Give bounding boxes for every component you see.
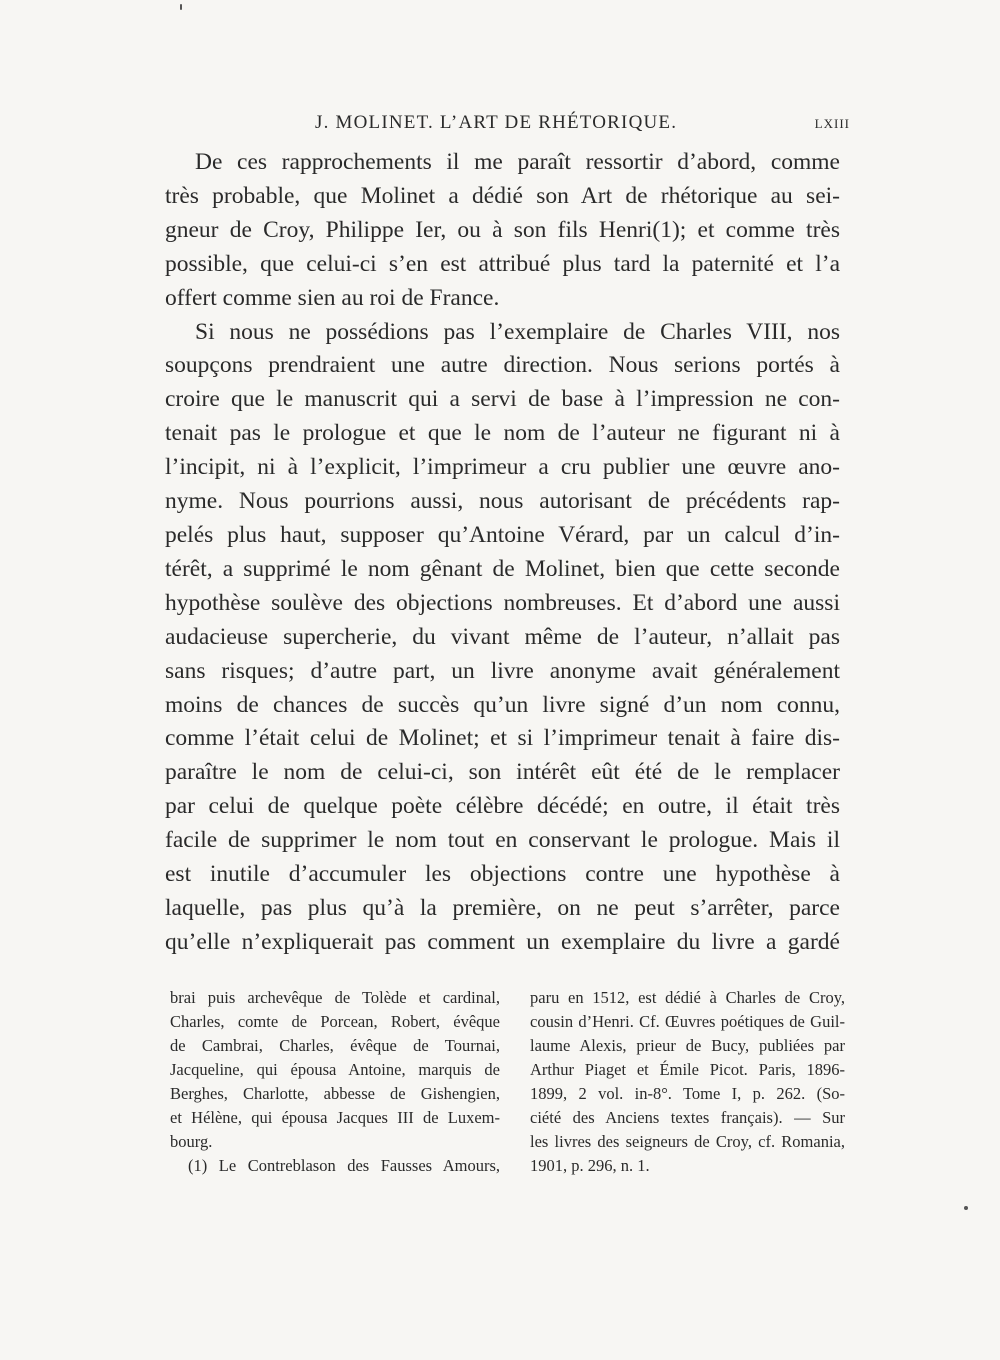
footnote-line: Charles, comte de Porcean, Robert, évêque bbox=[170, 1012, 500, 1031]
text-line: laquelle, pas plus qu’à la première, on ne peut s’arrêter, parce bbox=[165, 894, 840, 921]
footnote-line: de Cambrai, Charles, évêque de Tournai, bbox=[170, 1036, 500, 1055]
text-line: moins de chances de succès qu’un livre signé d’un nom connu, bbox=[165, 691, 840, 718]
footnote-line: 1899, 2 vol. in-8°. Tome I, p. 262. (So- bbox=[530, 1084, 845, 1103]
text-line: paraître le nom de celui-ci, son intérêt eût été de le remplacer bbox=[165, 759, 840, 786]
text-line: très probable, que Molinet a dédié son Art de rhétorique au sei- bbox=[165, 182, 840, 209]
text-line: croire que le manuscrit qui a servi de base à l’impression ne con- bbox=[165, 386, 840, 413]
footnote-line: ciété des Anciens textes français). — Sur bbox=[530, 1108, 845, 1127]
footnote-line: cousin d’Henri. Cf. Œuvres poétiques de Guil- bbox=[530, 1012, 845, 1031]
text-line: gneur de Croy, Philippe Ier, ou à son fils Henri(1); et comme très bbox=[165, 216, 840, 243]
text-line: tenait pas le prologue et que le nom de l’auteur ne figurant ni à bbox=[165, 420, 840, 447]
running-title: J. MOLINET. L’ART DE RHÉTORIQUE. bbox=[315, 112, 678, 133]
text-line: soupçons prendraient une autre direction. Nous serions portés à bbox=[165, 352, 840, 379]
text-line: facile de supprimer le nom tout en conservant le prologue. Mais il bbox=[165, 827, 840, 854]
text-line: comme l’était celui de Molinet; et si l’imprimeur tenait à faire dis- bbox=[165, 725, 840, 752]
footnote-line: brai puis archevêque de Tolède et cardinal, bbox=[170, 988, 500, 1007]
ink-speck bbox=[964, 1206, 968, 1210]
footnote-line: bourg. bbox=[170, 1132, 213, 1151]
text-line: offert comme sien au roi de France. bbox=[165, 284, 500, 311]
page-folio: LXIII bbox=[814, 116, 850, 131]
footnote-line: et Hélène, qui épousa Jacques III de Luxem- bbox=[170, 1108, 500, 1127]
text-line: possible, que celui-ci s’en est attribué plus tard la paternité et l’a bbox=[165, 250, 840, 277]
text-line: sans risques; d’autre part, un livre anonyme avait généralement bbox=[165, 657, 840, 684]
text-line: par celui de quelque poète célèbre décédé; en outre, il était très bbox=[165, 793, 840, 820]
footnote-line: Arthur Piaget et Émile Picot. Paris, 1896- bbox=[530, 1060, 845, 1079]
ink-speck bbox=[180, 4, 182, 10]
footnotes-left-column bbox=[170, 986, 500, 1178]
footnote-line: Jacqueline, qui épousa Antoine, marquis de bbox=[170, 1060, 500, 1079]
footnote-line: (1) Le Contreblason des Fausses Amours, bbox=[188, 1156, 500, 1175]
text-line: est inutile d’accumuler les objections contre une hypothèse à bbox=[165, 861, 840, 888]
text-line: pelés plus haut, supposer qu’Antoine Vérard, par un calcul d’in- bbox=[165, 521, 840, 548]
text-line: hypothèse soulève des objections nombreuses. Et d’abord une aussi bbox=[165, 589, 840, 616]
footnote-line: les livres des seigneurs de Croy, cf. Romania, bbox=[530, 1132, 845, 1151]
text-line: nyme. Nous pourrions aussi, nous autorisant de précédents rap- bbox=[165, 488, 840, 515]
footnote-line: 1901, p. 296, n. 1. bbox=[530, 1156, 650, 1175]
text-line: audacieuse supercherie, du vivant même de l’auteur, n’allait pas bbox=[165, 623, 840, 650]
footnote-line: laume Alexis, prieur de Bucy, publiées par bbox=[530, 1036, 845, 1055]
running-header bbox=[160, 112, 850, 144]
text-line: Si nous ne possédions pas l’exemplaire de Charles VIII, nos bbox=[195, 318, 840, 345]
main-text bbox=[165, 146, 840, 960]
text-line: qu’elle n’expliquerait pas comment un exemplaire du livre a gardé bbox=[165, 928, 840, 955]
text-line: De ces rapprochements il me paraît ressortir d’abord, comme bbox=[195, 149, 840, 175]
footnotes-right-column bbox=[530, 986, 845, 1178]
text-line: l’incipit, ni à l’explicit, l’imprimeur a cru publier une œuvre ano- bbox=[165, 454, 840, 481]
footnote-line: Berghes, Charlotte, abbesse de Gishengien, bbox=[170, 1084, 500, 1103]
footnote-line: paru en 1512, est dédié à Charles de Croy, bbox=[530, 988, 845, 1007]
text-line: térêt, a supprimé le nom gênant de Molinet, bien que cette seconde bbox=[165, 555, 840, 582]
